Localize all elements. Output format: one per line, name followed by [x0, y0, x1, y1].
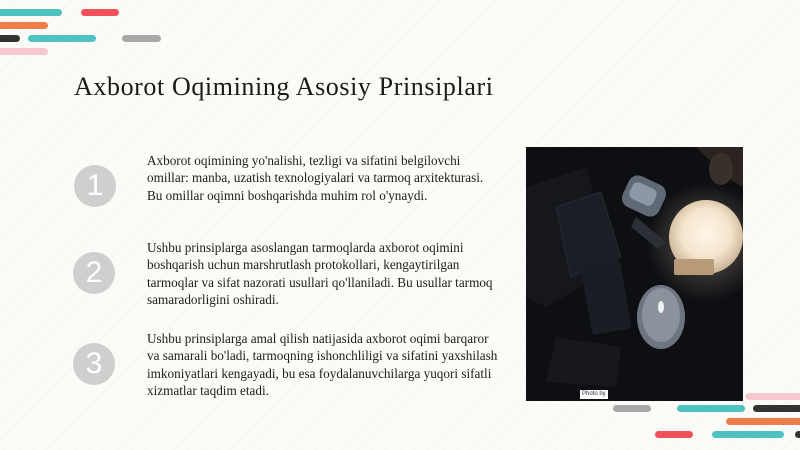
desk-photo	[526, 147, 743, 401]
number-badge-1: 1	[74, 165, 116, 207]
decor-bar	[655, 431, 693, 438]
decor-bar	[28, 35, 96, 42]
desk-scene-image	[526, 147, 743, 401]
decor-bar	[0, 35, 20, 42]
decor-bar	[795, 431, 800, 438]
point-text-1: Axborot oqimining yo'nalishi, tezligi va sifatini belgilovchi omillar: manba, uzatish texnologiyalari va tarmoq arxitekturasi. Bu omillar oqimni boshqarishda muhim rol o'ynaydi.	[147, 153, 484, 203]
decor-bar	[753, 405, 800, 412]
slide-title: Axborot Oqimining Asosiy Prinsiplari	[74, 72, 494, 101]
decor-bar	[745, 393, 800, 400]
number-badge-2: 2	[73, 252, 115, 294]
point-text-2: Ushbu prinsiplarga asoslangan tarmoqlarda axborot oqimini boshqarish uchun marshrutlash protokollari, kengaytirilgan tarmoqlar va sifat nazorati usullari qo'llaniladi. Bu usullar tarmoq samaradorligini oshiradi.	[147, 240, 493, 308]
decor-bar	[0, 22, 48, 29]
decor-bar	[726, 418, 800, 425]
decor-bar	[0, 48, 48, 55]
decor-bar	[0, 9, 62, 16]
photo-credit: Photo by	[582, 391, 606, 397]
decor-bar	[613, 405, 651, 412]
decor-bar	[712, 431, 784, 438]
decor-bar	[677, 405, 745, 412]
decor-bar	[122, 35, 161, 42]
point-text-3: Ushbu prinsiplarga amal qilish natijasida axborot oqimi barqaror va samarali bo'ladi, tarmoqning ishonchliligi va sifatini yaxshilash imkoniyatlari kengayadi, bu esa foydalanuvchilarga yuqori sifatli xizmatlar taqdim etadi.	[147, 331, 498, 399]
decor-bar	[81, 9, 119, 16]
number-badge-3: 3	[73, 343, 115, 385]
